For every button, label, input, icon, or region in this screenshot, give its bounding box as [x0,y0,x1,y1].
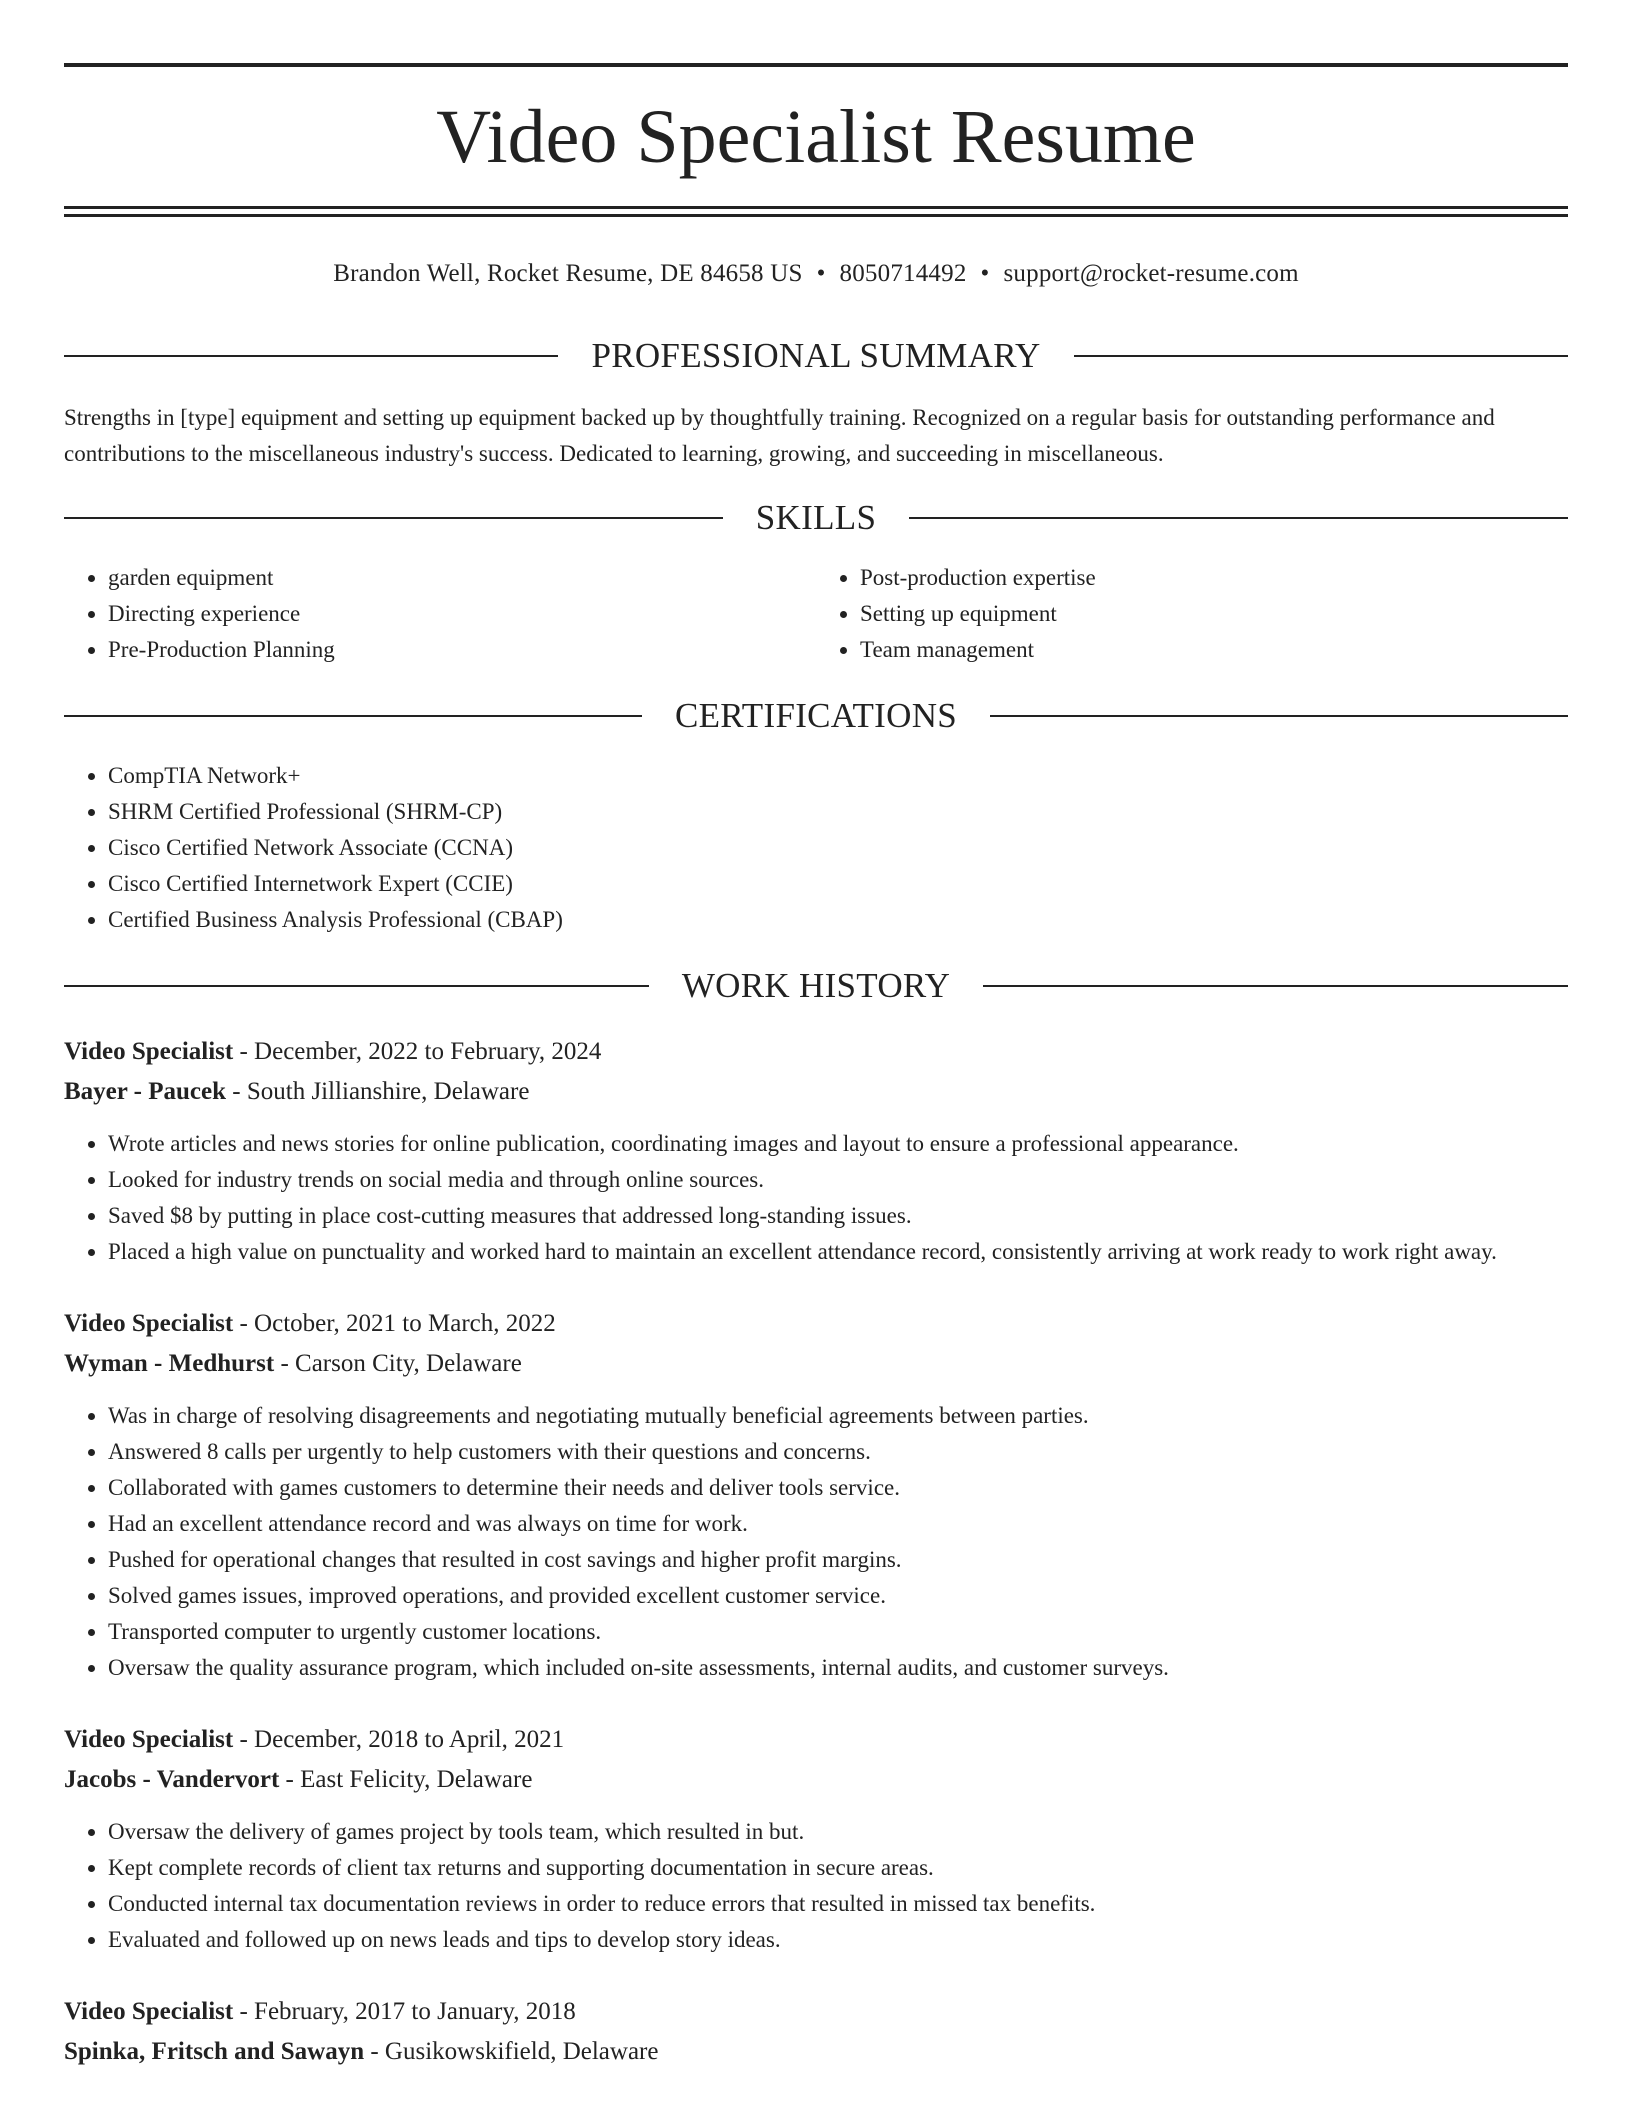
job-entry [64,1304,1568,1686]
job-entry [64,1720,1568,1958]
job-location: - Carson City, Delaware [274,1350,522,1377]
section-rule [909,517,1568,519]
contact-separator: • [980,260,990,287]
list-item: • Solved games issues, improved operations, and provided excellent customer service. [108,1578,1568,1614]
job-title-line [64,1032,1568,1072]
job-company: Jacobs - Vandervort [64,1766,280,1793]
section-rule [64,715,642,717]
contact-phone: 8050714492 [839,260,967,287]
title-rule-upper [64,206,1568,209]
job-company-line [64,1760,1568,1800]
list-item: • Directing experience [108,596,816,632]
job-dates: - December, 2022 to February, 2024 [233,1038,602,1065]
list-item: • Oversaw the delivery of games project by tools team, which resulted in but. [108,1814,1568,1850]
list-item: • Certified Business Analysis Professional (CBAP) [108,902,1568,938]
list-item: • Pushed for operational changes that resulted in cost savings and higher profit margins. [108,1542,1568,1578]
list-item: • Cisco Certified Network Associate (CCNA) [108,830,1568,866]
list-item: • Was in charge of resolving disagreements and negotiating mutually beneficial agreements between parties. [108,1398,1568,1434]
job-company-line [64,2032,1568,2072]
skills-column-right [816,560,1568,668]
section-rule [983,985,1568,987]
list-item: • Pre-Production Planning [108,632,816,668]
contact-separator: • [816,260,826,287]
job-company: Spinka, Fritsch and Sawayn [64,2038,365,2065]
job-entry [64,1032,1568,1270]
list-item: • Cisco Certified Internetwork Expert (CCIE) [108,866,1568,902]
list-item: • garden equipment [108,560,816,596]
section-header-skills [64,500,1568,536]
list-item: • Oversaw the quality assurance program, which included on-site assessments, internal audits, and customer surveys. [108,1650,1568,1686]
list-item: • Placed a high value on punctuality and worked hard to maintain an excellent attendance record, consistently arriving at work ready to work right away. [108,1234,1568,1270]
section-rule [64,985,649,987]
section-rule [64,355,558,357]
top-rule [64,63,1568,67]
job-title-line [64,1720,1568,1760]
list-item: • Setting up equipment [860,596,1568,632]
summary-text: Strengths in [type] equipment and setting up equipment backed up by thoughtfully training. Recognized on a regular basis for outstanding performance and contributions to the miscellaneous industry's success. Dedicated to learning, growing, and succeeding in miscellaneous. [64,405,1495,466]
title-rule-lower [64,214,1568,217]
list-item: • Collaborated with games customers to determine their needs and deliver tools service. [108,1470,1568,1506]
job-dates: - October, 2021 to March, 2022 [233,1310,556,1337]
section-title: WORK HISTORY [681,966,951,1005]
job-title: Video Specialist [64,1998,234,2025]
list-item: • SHRM Certified Professional (SHRM-CP) [108,794,1568,830]
list-item: • Looked for industry trends on social media and through online sources. [108,1162,1568,1198]
section-header-summary [64,338,1568,374]
contact-address: Brandon Well, Rocket Resume, DE 84658 US [333,260,803,287]
section-title: PROFESSIONAL SUMMARY [591,336,1041,375]
skills-list [64,536,1568,668]
list-item: • Conducted internal tax documentation reviews in order to reduce errors that resulted in missed tax benefits. [108,1886,1568,1922]
list-item: • Post-production expertise [860,560,1568,596]
job-dates: - February, 2017 to January, 2018 [233,1998,576,2025]
section-title: CERTIFICATIONS [674,696,958,735]
list-item: • Team management [860,632,1568,668]
contact-email: support@rocket-resume.com [1003,260,1299,287]
list-item: • Saved $8 by putting in place cost-cutting measures that addressed long-standing issues. [108,1198,1568,1234]
list-item: • Transported computer to urgently customer locations. [108,1614,1568,1650]
section-title: SKILLS [755,498,877,537]
section-rule [64,517,723,519]
job-title: Video Specialist [64,1310,234,1337]
section-rule [990,715,1568,717]
list-item: • CompTIA Network+ [108,758,1568,794]
section-rule [1074,355,1568,357]
job-location: - Gusikowskifield, Delaware [364,2038,659,2065]
certifications-list [64,758,1568,938]
job-title: Video Specialist [64,1726,234,1753]
job-title-line [64,1992,1568,2032]
job-company: Wyman - Medhurst [64,1350,275,1377]
list-item: • Had an excellent attendance record and was always on time for work. [108,1506,1568,1542]
job-entry [64,1992,1568,2072]
job-company: Bayer - Paucek [64,1078,227,1105]
contact-line [64,260,1568,288]
job-location: - South Jillianshire, Delaware [226,1078,530,1105]
job-title-line [64,1304,1568,1344]
section-header-work [64,968,1568,1004]
list-item: • Wrote articles and news stories for online publication, coordinating images and layout to ensure a professional appearance. [108,1126,1568,1162]
job-company-line [64,1344,1568,1384]
work-history-list [64,1032,1568,2072]
list-item: • Answered 8 calls per urgently to help customers with their questions and concerns. [108,1434,1568,1470]
section-header-certifications [64,698,1568,734]
list-item: • Kept complete records of client tax returns and supporting documentation in secure areas. [108,1850,1568,1886]
job-company-line [64,1072,1568,1112]
job-dates: - December, 2018 to April, 2021 [233,1726,565,1753]
job-location: - East Felicity, Delaware [279,1766,533,1793]
job-bullets [64,1126,1568,1270]
job-title: Video Specialist [64,1038,234,1065]
page-title: Video Specialist Resume [436,95,1196,179]
job-bullets [64,1814,1568,1958]
skills-column-left [64,560,816,668]
job-bullets [64,1398,1568,1686]
list-item: • Evaluated and followed up on news leads and tips to develop story ideas. [108,1922,1568,1958]
